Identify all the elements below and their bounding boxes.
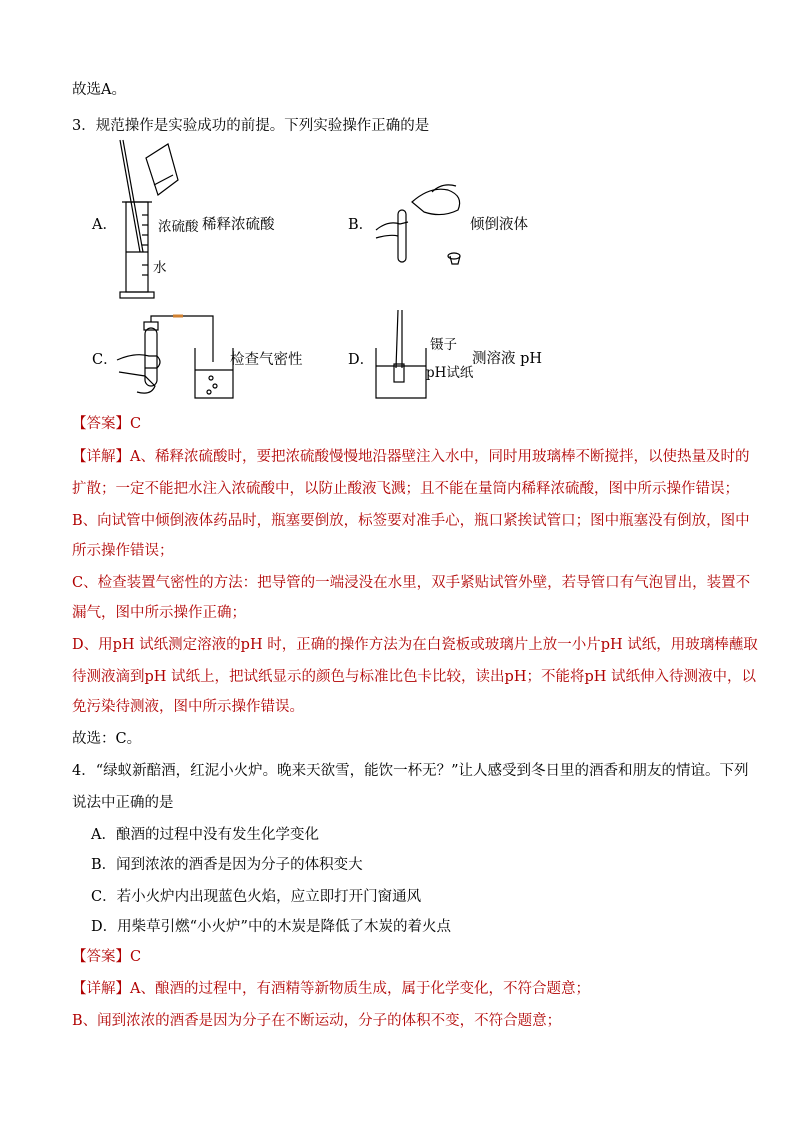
detail-4-b: B、闻到浓浓的酒香是因为分子在不断运动，分子的体积不变，不符合题意；	[72, 1013, 562, 1029]
answer-tag: 【答案】	[72, 416, 130, 432]
answer-4-row	[72, 947, 141, 967]
question-4-line-2: 说法中正确的是	[72, 795, 174, 811]
answer-3-row	[72, 414, 141, 434]
detail-tag: 【详解】	[72, 981, 130, 997]
detail-tag: 【详解】	[72, 449, 130, 465]
option-c-title: 检查气密性	[230, 352, 303, 368]
option-a-label: A．	[92, 217, 117, 233]
option-c: C．若小火炉内出现蓝色火焰，应立即打开门窗通风	[91, 889, 422, 905]
pouring-liquid-diagram	[372, 178, 472, 268]
option-b-title: 倾倒液体	[470, 217, 528, 233]
answer-value: C	[130, 416, 142, 432]
option-a-title: 稀释浓硫酸	[202, 217, 275, 233]
option-a: A．酿酒的过程中没有发生化学变化	[91, 827, 319, 843]
question-3: 3．规范操作是实验成功的前提。下列实验操作正确的是	[72, 118, 430, 134]
detail-4-a	[72, 979, 590, 999]
detail-3-a1	[72, 447, 749, 467]
detail-3-a2: 扩散；一定不能把水注入浓硫酸中，以防止酸液飞溅；且不能在量筒内稀释浓硫酸，图中所示操作错误；	[72, 481, 739, 497]
answer-tag: 【答案】	[72, 949, 130, 965]
detail-text: A、酿酒的过程中，有酒精等新物质生成，属于化学变化，不符合题意；	[130, 981, 590, 997]
detail-3-d2: 待测液滴到pH 试纸上，把试纸显示的颜色与标准比色卡比较，读出pH；不能将pH 试纸伸入待测液中，以	[72, 669, 756, 685]
conclusion-line: 故选A。	[72, 82, 126, 98]
detail-3-d3: 免污染待测液，图中所示操作错误。	[72, 699, 304, 715]
detail-3-c1: C、检查装置气密性的方法：把导管的一端浸没在水里，双手紧贴试管外壁，若导管口有气泡冒出，装置不	[72, 575, 751, 591]
question-4-line-1: 4．“绿蚁新醅酒，红泥小火炉。晚来天欲雪，能饮一杯无？”让人感受到冬日里的酒香和朋友的情谊。下列	[72, 763, 749, 779]
option-c-label: C．	[92, 352, 118, 368]
tweezers-label: 镊子	[430, 337, 457, 353]
detail-3-c2: 漏气，图中所示操作正确；	[72, 605, 246, 621]
detail-3-b2: 所示操作错误；	[72, 543, 174, 559]
option-b: B．闻到浓浓的酒香是因为分子的体积变大	[91, 857, 363, 873]
option-d-label: D．	[348, 352, 375, 368]
selection-3: 故选：C。	[72, 731, 142, 747]
ph-paper-label: pH试纸	[426, 365, 474, 381]
water-label: 水	[153, 260, 167, 276]
ph-test-diagram	[372, 308, 432, 403]
option-b-label: B．	[348, 217, 374, 233]
detail-3-b1: B、向试管中倾倒液体药品时，瓶塞要倒放，标签要对准手心，瓶口紧挨试管口；图中瓶塞没有倒放，图中	[72, 513, 750, 529]
airtightness-diagram	[115, 312, 240, 402]
answer-value: C	[130, 949, 142, 965]
acid-label: 浓硫酸	[158, 219, 199, 235]
option-d: D．用柴草引燃“小火炉”中的木炭是降低了木炭的着火点	[91, 919, 451, 935]
detail-text: A、稀释浓硫酸时，要把浓硫酸慢慢地沿器壁注入水中，同时用玻璃棒不断搅拌，以使热量及时的	[130, 449, 750, 465]
detail-3-d1: D、用pH 试纸测定溶液的pH 时，正确的操作方法为在白瓷板或玻璃片上放一小片pH 试纸，用玻璃棒蘸取	[72, 637, 758, 653]
option-d-title: 测溶液 pH	[472, 351, 543, 367]
